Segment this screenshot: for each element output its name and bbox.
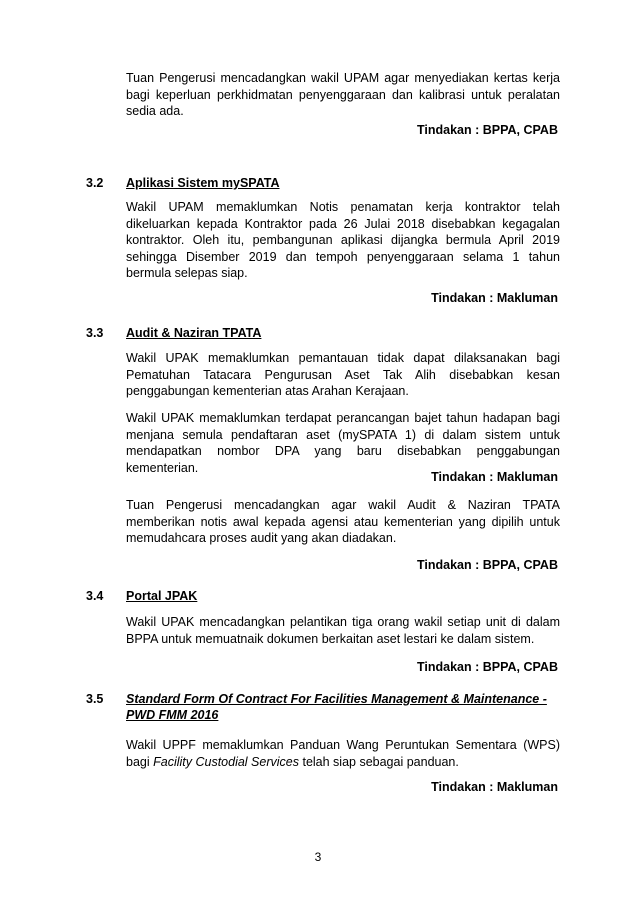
action-bppa-cpab-1: Tindakan : BPPA, CPAB bbox=[417, 123, 558, 137]
paragraph-upak-bajet: Wakil UPAK memaklumkan terdapat perancangan bajet tahun hadapan bagi menjana semula pendaftaran aset (mySPATA 1) di dalam sistem untuk mendapatkan nombor DPA yang baru disebabkan penggabungan kementerian. bbox=[126, 411, 560, 475]
paragraph-notis-awal: Tuan Pengerusi mencadangkan agar wakil Audit & Naziran TPATA memberikan notis awal kepada agensi atau kementerian yang dipilih untuk memudahcara proses audit yang akan diadakan. bbox=[126, 498, 560, 546]
section-title-audit-naziran: Audit & Naziran TPATA bbox=[126, 326, 262, 340]
section-title-myspata: Aplikasi Sistem mySPATA bbox=[126, 176, 280, 190]
paragraph-upam-kertas-kerja: Tuan Pengerusi mencadangkan wakil UPAM agar menyediakan kertas kerja bagi keperluan perkhidmatan penyenggaraan dan kalibrasi untuk peralatan sedia ada. bbox=[126, 71, 560, 119]
section-number-3-3: 3.3 bbox=[86, 326, 104, 340]
paragraph-wps-text-a: Wakil UPPF memaklumkan Panduan Wang Peruntukan Sementara (WPS) bagi bbox=[126, 738, 560, 769]
paragraph-upak-pemantauan: Wakil UPAK memaklumkan pemantauan tidak dapat dilaksanakan bagi Pematuhan Tatacara Pengurusan Aset Tak Alih disebabkan kesan penggabungan kementerian atas Arahan Kerajaan. bbox=[126, 351, 560, 399]
paragraph-pelantikan-wakil: Wakil UPAK mencadangkan pelantikan tiga orang wakil setiap unit di dalam BPPA untuk memuatnaik dokumen berkaitan aset lestari ke dalam sistem. bbox=[126, 615, 560, 646]
section-title-portal-jpak: Portal JPAK bbox=[126, 589, 198, 603]
action-makluman-2: Tindakan : Makluman bbox=[431, 470, 558, 484]
paragraph-wps bbox=[126, 737, 560, 770]
action-makluman-3: Tindakan : Makluman bbox=[431, 780, 558, 794]
section-number-3-2: 3.2 bbox=[86, 176, 104, 190]
paragraph-myspata: Wakil UPAM memaklumkan Notis penamatan kerja kontraktor telah dikeluarkan kepada Kontraktor pada 26 Julai 2018 disebabkan kegagalan kontraktor. Oleh itu, pembangunan aplikasi dijangka bermula April 2019 sehingga Disember 2019 dan tempoh penyenggaraan selama 1 tahun bermula selepas siap. bbox=[126, 200, 560, 281]
action-bppa-cpab-2: Tindakan : BPPA, CPAB bbox=[417, 558, 558, 572]
section-title-pwd-fmm: Standard Form Of Contract For Facilities Management & Maintenance - PWD FMM 2016 bbox=[126, 692, 547, 722]
section-number-3-4: 3.4 bbox=[86, 589, 104, 603]
action-makluman-1: Tindakan : Makluman bbox=[431, 291, 558, 305]
page-number: 3 bbox=[314, 850, 322, 864]
paragraph-wps-italic: Facility Custodial Services bbox=[153, 754, 299, 769]
section-number-3-5: 3.5 bbox=[86, 692, 104, 706]
paragraph-wps-text-b: telah siap sebagai panduan. bbox=[299, 754, 459, 769]
action-bppa-cpab-3: Tindakan : BPPA, CPAB bbox=[417, 660, 558, 674]
